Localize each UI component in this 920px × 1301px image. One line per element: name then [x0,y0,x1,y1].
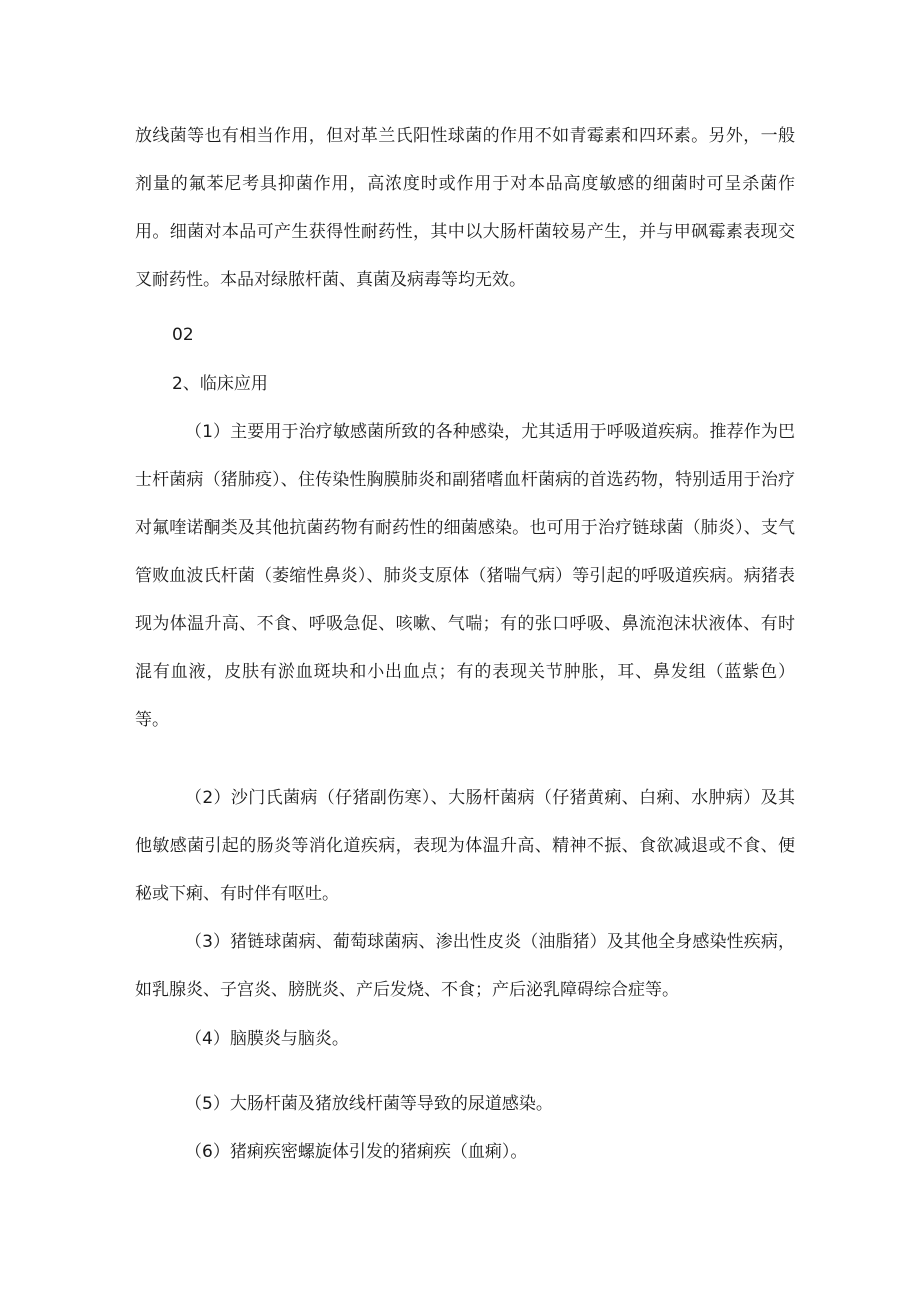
clinical-item-2: （2）沙门氏菌病（仔猪副伤寒）、大肠杆菌病（仔猪黄痢、白痢、水肿病）及其他敏感菌引起的肠炎等消化道疾病，表现为体温升高、精神不振、食欲减退或不食、便秘或下痢、有时伴有呕吐。 [135,788,795,904]
section-title: 2、临床应用 [172,374,268,394]
section-number: 02 [172,325,194,345]
clinical-item-5: （5）大肠杆菌及猪放线杆菌等导致的尿道感染。 [185,1094,553,1114]
intro-paragraph: 放线菌等也有相当作用，但对革兰氏阳性球菌的作用不如青霉素和四环素。另外，一般剂量的氟苯尼考具抑菌作用，高浓度时或作用于对本品高度敏感的细菌时可呈杀菌作用。细菌对本品可产生获得性耐药性，其中以大肠杆菌较易产生，并与甲砜霉素表现交叉耐药性。本品对绿脓杆菌、真菌及病毒等均无效。 [135,126,795,290]
clinical-item-1: （1）主要用于治疗敏感菌所致的各种感染，尤其适用于呼吸道疾病。推荐作为巴士杆菌病（猪肺疫）、住传染性胸膜肺炎和副猪嗜血杆菌病的首选药物，特别适用于治疗对氟喹诺酮类及其他抗菌药物有耐药性的细菌感染。也可用于治疗链球菌（肺炎）、支气管败血波氏杆菌（萎缩性鼻炎）、肺炎支原体（猪喘气病）等引起的呼吸道疾病。病猪表现为体温升高、不食、呼吸急促、咳嗽、气喘；有的张口呼吸、鼻流泡沫状液体、有时混有血液，皮肤有淤血斑块和小出血点；有的表现关节肿胀，耳、鼻发组（蓝紫色）等。 [135,422,795,730]
clinical-item-3: （3）猪链球菌病、葡萄球菌病、渗出性皮炎（油脂猪）及其他全身感染性疾病，如乳腺炎、子宫炎、膀胱炎、产后发烧、不食；产后泌乳障碍综合症等。 [135,932,795,1000]
clinical-item-6: （6）猪痢疾密螺旋体引发的猪痢疾（血痢）。 [185,1142,528,1162]
clinical-item-4: （4）脑膜炎与脑炎。 [185,1029,349,1049]
